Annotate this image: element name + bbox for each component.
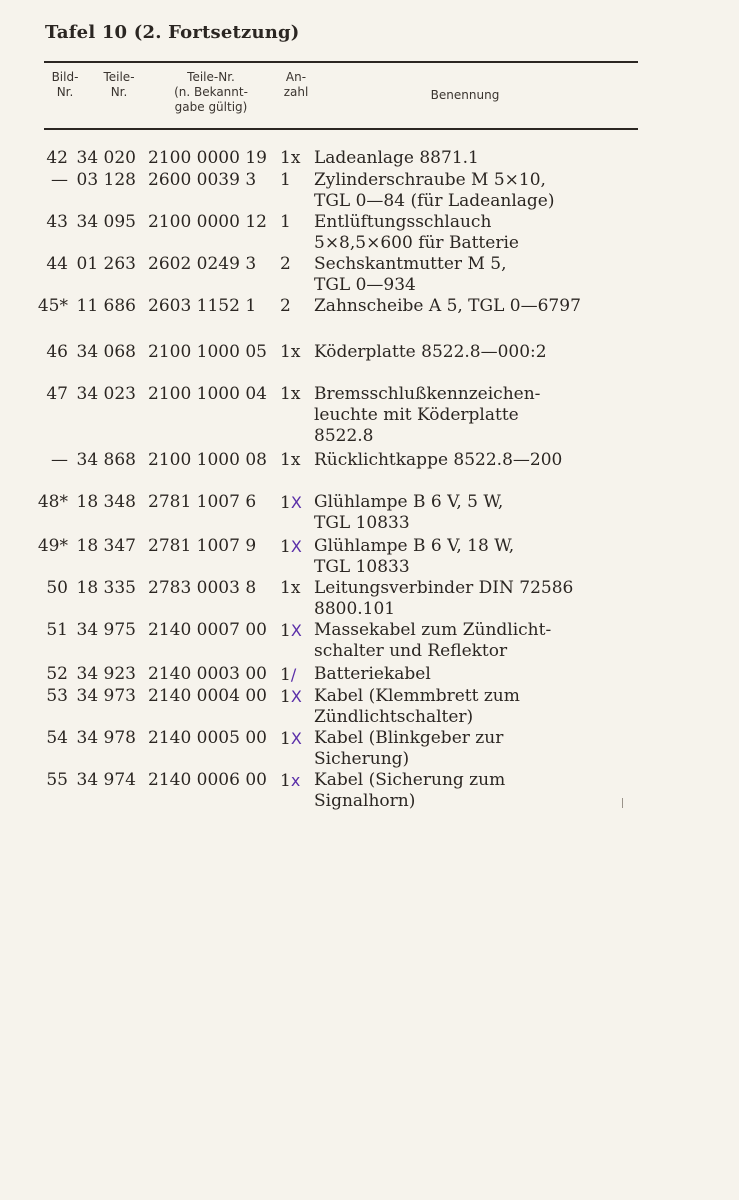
anzahl-cell [280,578,312,599]
anzahl-cell [280,450,312,471]
teile-nr-new-cell: 2600 0039 3 [148,170,257,190]
benennung-cell: Batteriekabel [314,664,431,684]
bild-nr-cell: 55 [46,770,68,790]
quantity-value: 2 [280,296,291,316]
quantity-value: 1x [280,342,301,362]
benennung-cell: Entlüftungsschlauch 5×8,5×600 für Batterie [314,212,519,253]
benennung-cell: Sechskantmutter M 5, TGL 0—934 [314,254,507,295]
teile-nr-new-cell: 2100 0000 12 [148,212,267,232]
quantity-value: 1x [280,450,301,470]
teile-nr-cell: 34 923 [76,664,136,684]
teile-nr-new-cell: 2602 0249 3 [148,254,257,274]
pencil-mark [622,798,623,808]
teile-nr-cell: 34 095 [76,212,136,232]
teile-nr-new-cell: 2100 1000 04 [148,384,267,404]
quantity-value: 2 [280,254,291,274]
quantity-value: 1x [280,384,301,404]
quantity-value: 1x [280,148,301,168]
bild-nr-cell: 47 [46,384,68,404]
teile-nr-new-cell: 2140 0007 00 [148,620,267,640]
teile-nr-new-cell: 2140 0006 00 [148,770,267,790]
quantity-value: 1 [280,729,291,749]
teile-nr-cell: 01 263 [76,254,136,274]
bild-nr-cell: 46 [46,342,68,362]
anzahl-cell [280,170,312,191]
teile-nr-cell: 34 974 [76,770,136,790]
teile-nr-cell: 34 973 [76,686,136,706]
teile-nr-cell: 34 020 [76,148,136,168]
benennung-cell: Glühlampe B 6 V, 18 W, TGL 10833 [314,536,515,577]
teile-nr-new-cell: 2781 1007 9 [148,536,257,556]
quantity-value: 1 [280,212,291,232]
quantity-value: 1 [280,687,291,707]
teile-nr-cell: 34 978 [76,728,136,748]
teile-nr-cell: 34 068 [76,342,136,362]
benennung-cell: Kabel (Sicherung zum Signalhorn) [314,770,506,811]
handwritten-check-mark: X [290,537,302,556]
anzahl-cell [280,536,312,558]
anzahl-cell [280,296,312,317]
teile-nr-new-cell: 2603 1152 1 [148,296,257,316]
anzahl-cell [280,148,312,169]
page-title: Tafel 10 (2. Fortsetzung) [45,22,300,43]
teile-nr-new-cell: 2100 1000 08 [148,450,267,470]
header-teile-nr: Teile- Nr. [103,70,135,99]
header-teile-nr-new: Teile-Nr. (n. Bekannt- gabe gültig) [174,70,248,114]
teile-nr-new-cell: 2140 0005 00 [148,728,267,748]
teile-nr-new-cell: 2140 0003 00 [148,664,267,684]
bild-nr-cell: 53 [46,686,68,706]
bild-nr-cell: 51 [46,620,68,640]
benennung-cell: Glühlampe B 6 V, 5 W, TGL 10833 [314,492,504,533]
teile-nr-cell: 11 686 [76,296,136,316]
benennung-cell: Kabel (Klemmbrett zum Zündlichtschalter) [314,686,520,727]
anzahl-cell [280,728,312,750]
teile-nr-new-cell: 2100 1000 05 [148,342,267,362]
handwritten-check-mark: X [290,493,302,512]
benennung-cell: Köderplatte 8522.8—000:2 [314,342,547,362]
bild-nr-cell: 54 [46,728,68,748]
bild-nr-cell: 44 [46,254,68,274]
bild-nr-cell: 50 [46,578,68,598]
quantity-value: 1 [280,771,291,791]
teile-nr-new-cell: 2100 0000 19 [148,148,267,168]
benennung-cell: Rücklichtkappe 8522.8—200 [314,450,563,470]
bild-nr-cell: 52 [46,664,68,684]
header-benennung: Benennung [430,88,500,102]
anzahl-cell [280,770,312,792]
anzahl-cell [280,686,312,708]
anzahl-cell [280,664,312,686]
anzahl-cell [280,620,312,642]
teile-nr-cell: 18 347 [76,536,136,556]
header-bild-nr: Bild- Nr. [51,70,79,99]
teile-nr-cell: 34 975 [76,620,136,640]
teile-nr-new-cell: 2781 1007 6 [148,492,257,512]
quantity-value: 1 [280,493,291,513]
quantity-value: 1 [280,665,291,685]
bild-nr-cell: 48* [37,492,68,512]
anzahl-cell [280,254,312,275]
bild-nr-cell: — [51,450,68,470]
handwritten-check-mark: / [290,665,297,684]
quantity-value: 1 [280,170,291,190]
handwritten-check-mark: X [290,687,302,706]
benennung-cell: Massekabel zum Zündlicht- schalter und Reflektor [314,620,552,661]
bild-nr-cell: 42 [46,148,68,168]
benennung-cell: Zahnscheibe A 5, TGL 0—6797 [314,296,581,316]
anzahl-cell [280,492,312,514]
handwritten-check-mark: X [290,729,302,748]
benennung-cell: Leitungsverbinder DIN 72586 8800.101 [314,578,574,619]
teile-nr-cell: 34 868 [76,450,136,470]
benennung-cell: Zylinderschraube M 5×10, TGL 0—84 (für Ladeanlage) [314,170,555,211]
benennung-cell: Ladeanlage 8871.1 [314,148,479,168]
quantity-value: 1x [280,578,301,598]
benennung-cell: Kabel (Blinkgeber zur Sicherung) [314,728,504,769]
teile-nr-cell: 18 335 [76,578,136,598]
teile-nr-new-cell: 2783 0003 8 [148,578,257,598]
teile-nr-cell: 03 128 [76,170,136,190]
bild-nr-cell: 45* [37,296,68,316]
quantity-value: 1 [280,621,291,641]
anzahl-cell [280,212,312,233]
header-anzahl: An- zahl [283,70,309,99]
bild-nr-cell: 43 [46,212,68,232]
bild-nr-cell: 49* [37,536,68,556]
teile-nr-cell: 34 023 [76,384,136,404]
anzahl-cell [280,342,312,363]
quantity-value: 1 [280,537,291,557]
handwritten-check-mark: X [290,621,302,640]
teile-nr-new-cell: 2140 0004 00 [148,686,267,706]
teile-nr-cell: 18 348 [76,492,136,512]
bild-nr-cell: — [51,170,68,190]
anzahl-cell [280,384,312,405]
benennung-cell: Bremsschlußkennzeichen- leuchte mit Köderplatte 8522.8 [314,384,541,446]
handwritten-check-mark: x [290,771,301,790]
